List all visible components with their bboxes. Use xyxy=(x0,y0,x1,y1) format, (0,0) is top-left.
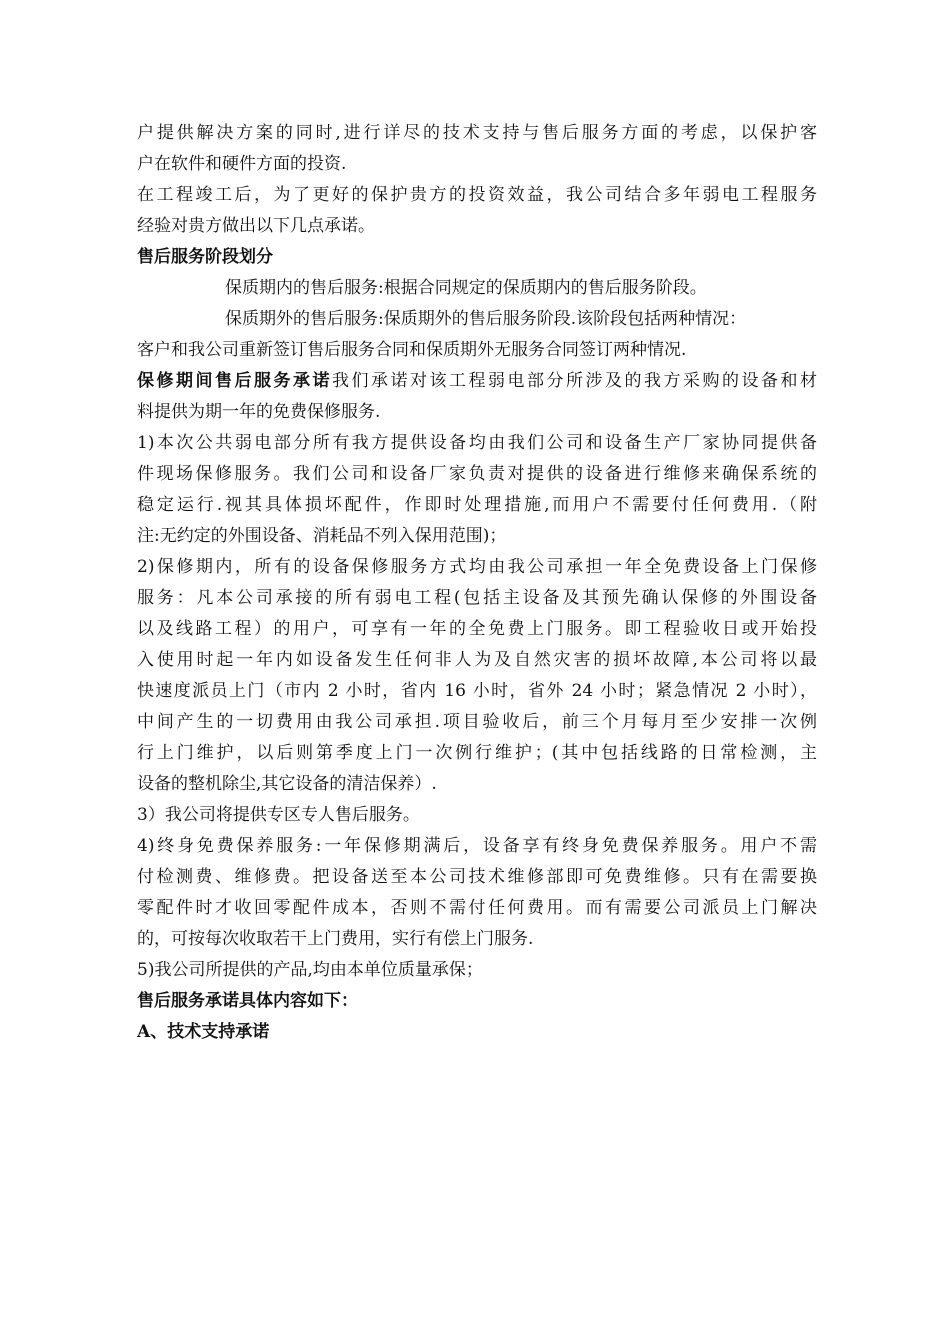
body-text: 客户和我公司重新签订售后服务合同和保质期外无服务合同签订两种情况. xyxy=(137,340,687,360)
body-text: 快速度派员上门（市内 2 小时，省内 16 小时，省外 24 小时；紧急情况 2 小时）， xyxy=(137,681,817,701)
text-line xyxy=(137,428,817,459)
body-text: 我们承诺对该工程弱电部分所涉及的我方采购的设备和材 xyxy=(332,371,817,391)
body-text: 保质期外的售后服务:保质期外的售后服务阶段.该阶段包括两种情况： xyxy=(225,309,747,329)
body-text: 料提供为期一年的免费保修服务. xyxy=(137,402,381,422)
body-text: 注:无约定的外围设备、消耗品不列入保用范围)； xyxy=(137,526,507,546)
text-line xyxy=(137,552,817,583)
body-text: 户提供解决方案的同时,进行详尽的技术支持与售后服务方面的考虑，以保护客 xyxy=(137,123,817,143)
body-text: 入使用时起一年内如设备发生任何非人为及自然灾害的损坏故障,本公司将以最 xyxy=(137,650,817,670)
body-text: 件现场保修服务。我们公司和设备厂家负责对提供的设备进行维修来确保系统的 xyxy=(137,464,817,484)
text-line xyxy=(137,831,817,862)
text-line xyxy=(137,149,817,180)
text-line xyxy=(137,242,817,273)
body-text: 户在软件和硬件方面的投资. xyxy=(137,154,347,174)
text-line xyxy=(137,397,817,428)
body-text: 3）我公司将提供专区专人售后服务。 xyxy=(137,805,420,825)
text-line xyxy=(137,366,817,397)
bold-heading-text: A、技术支持承诺 xyxy=(137,1022,270,1042)
text-line xyxy=(137,924,817,955)
bold-heading-text: 售后服务阶段划分 xyxy=(137,247,273,267)
text-line xyxy=(137,180,817,211)
text-line xyxy=(137,304,817,335)
bold-heading-text: 售后服务承诺具体内容如下： xyxy=(137,991,358,1011)
body-text: 稳定运行.视其具体损坏配件，作即时处理措施,而用户不需要付任何费用.（附 xyxy=(137,495,817,515)
body-text: 保质期内的售后服务:根据合同规定的保质期内的售后服务阶段。 xyxy=(225,278,707,298)
text-line xyxy=(137,273,817,304)
body-text: 4)终身免费保养服务:一年保修期满后，设备享有终身免费保养服务。用户不需 xyxy=(137,836,817,856)
body-text: 以及线路工程）的用户，可享有一年的全免费上门服务。即工程验收日或开始投 xyxy=(137,619,817,639)
body-text: 在工程竣工后，为了更好的保护贵方的投资效益，我公司结合多年弱电工程服务 xyxy=(137,185,817,205)
text-line xyxy=(137,521,817,552)
document-body xyxy=(137,118,817,1048)
text-line xyxy=(137,583,817,614)
body-text: 的，可按每次收取若干上门费用，实行有偿上门服务. xyxy=(137,929,534,949)
body-text: 设备的整机除尘,其它设备的清洁保养）. xyxy=(137,774,437,794)
body-text: 2)保修期内，所有的设备保修服务方式均由我公司承担一年全免费设备上门保修 xyxy=(137,557,817,577)
body-text: 行上门维护，以后则第季度上门一次例行维护；(其中包括线路的日常检测，主 xyxy=(137,743,817,763)
text-line xyxy=(137,614,817,645)
body-text: 1)本次公共弱电部分所有我方提供设备均由我们公司和设备生产厂家协同提供备 xyxy=(137,433,817,453)
text-line xyxy=(137,862,817,893)
text-line xyxy=(137,645,817,676)
text-line xyxy=(137,738,817,769)
text-line xyxy=(137,800,817,831)
text-line xyxy=(137,335,817,366)
body-text: 中间产生的一切费用由我公司承担.项目验收后，前三个月每月至少安排一次例 xyxy=(137,712,817,732)
text-line xyxy=(137,893,817,924)
text-line xyxy=(137,769,817,800)
text-line xyxy=(137,1017,817,1048)
body-text: 付检测费、维修费。把设备送至本公司技术维修部即可免费维修。只有在需要换 xyxy=(137,867,817,887)
text-line xyxy=(137,490,817,521)
text-line xyxy=(137,676,817,707)
bold-heading-text: 保修期间售后服务承诺 xyxy=(137,371,332,391)
text-line xyxy=(137,118,817,149)
body-text: 服务：凡本公司承接的所有弱电工程(包括主设备及其预先确认保修的外围设备 xyxy=(137,588,817,608)
text-line xyxy=(137,211,817,242)
text-line xyxy=(137,986,817,1017)
text-line xyxy=(137,707,817,738)
text-line xyxy=(137,955,817,986)
body-text: 零配件时才收回零配件成本，否则不需付任何费用。而有需要公司派员上门解决 xyxy=(137,898,817,918)
body-text: 5)我公司所提供的产品,均由本单位质量承保； xyxy=(137,960,483,980)
body-text: 经验对贵方做出以下几点承诺。 xyxy=(137,216,375,236)
text-line xyxy=(137,459,817,490)
